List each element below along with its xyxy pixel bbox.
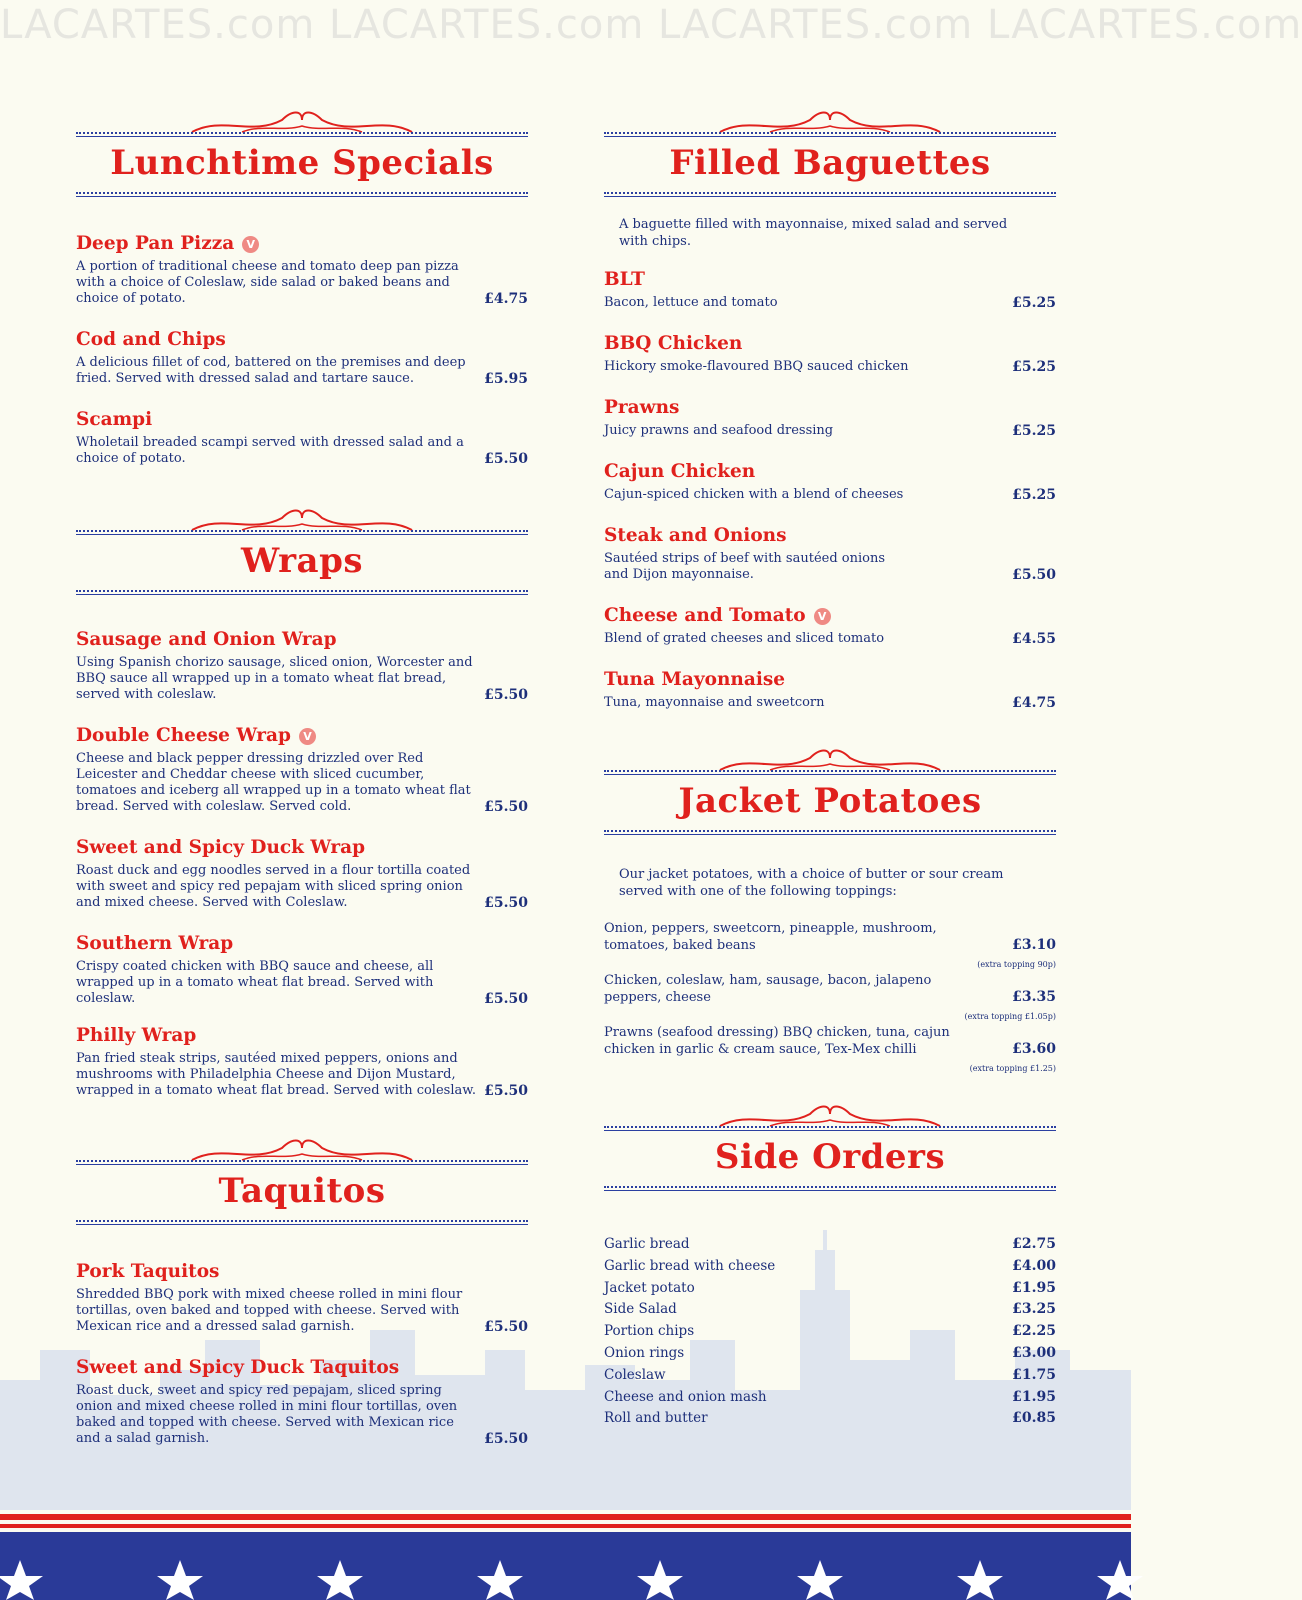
item-name: Cod and Chips — [76, 329, 226, 350]
item-description: A delicious fillet of cod, battered on the premises and deep fried. Served with dressed salad and tartare sauce. — [76, 355, 466, 386]
side-price: £4.00 — [1012, 1257, 1056, 1274]
item-price: £5.25 — [1012, 487, 1056, 503]
item-name: BBQ Chicken — [604, 333, 743, 354]
section-intro: A baguette filled with mayonnaise, mixed salad and served with chips. — [619, 217, 1008, 249]
item-name: Sausage and Onion Wrap — [76, 629, 337, 650]
vegetarian-icon: V — [299, 728, 316, 745]
topping-row — [604, 920, 1056, 969]
section-header — [76, 504, 528, 596]
menu-item — [604, 332, 1056, 375]
menu-item — [76, 628, 528, 703]
item-title: Deep Pan Pizza — [76, 233, 235, 254]
item-price: £5.25 — [1012, 423, 1056, 439]
item-price: £5.50 — [484, 895, 528, 911]
topping-list: Prawns (seafood dressing) BBQ chicken, tuna, cajun chicken in garlic & cream sauce, Tex-Mex chilli — [604, 1025, 950, 1057]
extra-topping-note: (extra topping £1.05p) — [964, 1012, 1056, 1021]
section-filled-baguettes — [604, 106, 1056, 198]
item-name: Steak and Onions — [604, 525, 787, 546]
side-price: £2.25 — [1012, 1323, 1056, 1340]
item-price: £5.50 — [484, 1431, 528, 1447]
section-lunchtime-specials — [76, 106, 528, 198]
section-title: Side Orders — [714, 1137, 946, 1177]
topping-price: £3.35 — [1012, 989, 1056, 1005]
item-price: £5.50 — [484, 451, 528, 467]
watermark: LACARTES.com LACARTES.com LACARTES.com LACARTES.com — [0, 2, 1302, 48]
item-description: Using Spanish chorizo sausage, sliced onion, Worcester and BBQ sauce all wrapped up in a tomato wheat flat bread, served with coleslaw. — [76, 655, 473, 702]
stars-and-stripes-band — [0, 1510, 1131, 1600]
item-name: Scampi — [76, 409, 153, 430]
side-name: Side Salad — [604, 1301, 677, 1318]
item-name — [76, 232, 528, 256]
item-name: Sweet and Spicy Duck Wrap — [76, 837, 366, 858]
menu-item — [604, 460, 1056, 503]
item-price: £5.25 — [1012, 359, 1056, 375]
side-orders-list — [604, 1234, 1056, 1430]
topping-row — [604, 1024, 1056, 1073]
side-name: Coleslaw — [604, 1366, 666, 1383]
section-title: Lunchtime Specials — [110, 143, 494, 183]
side-price: £1.75 — [1012, 1366, 1056, 1383]
item-name: Pork Taquitos — [76, 1261, 220, 1282]
item-name: Prawns — [604, 397, 680, 418]
menu-item — [76, 1024, 528, 1099]
divider — [76, 590, 528, 595]
section-jacket-potatoes — [604, 744, 1056, 836]
list-item — [604, 1234, 1056, 1256]
item-name: Tuna Mayonnaise — [604, 669, 786, 690]
menu-item — [76, 408, 528, 467]
item-description: Cheese and black pepper dressing drizzled over Red Leicester and Cheddar cheese with sliced cucumber, tomatoes and iceberg all wrapped up in a tomato wheat flat bread. Served with coleslaw. Served cold. — [76, 751, 471, 814]
divider — [76, 132, 528, 137]
item-title: Cheese and Tomato — [604, 605, 806, 626]
item-price: £5.50 — [1012, 567, 1056, 583]
divider — [604, 132, 1056, 137]
item-price: £4.75 — [484, 291, 528, 307]
menu-item — [76, 232, 528, 307]
menu-item — [604, 268, 1056, 311]
extra-topping-note: (extra topping 90p) — [977, 960, 1056, 969]
item-description: Blend of grated cheeses and sliced tomato — [604, 631, 885, 646]
section-title: Filled Baguettes — [669, 143, 991, 183]
vegetarian-icon: V — [242, 236, 259, 253]
section-header — [604, 1100, 1056, 1192]
list-item — [604, 1299, 1056, 1321]
item-description: Juicy prawns and seafood dressing — [604, 423, 834, 438]
divider — [76, 530, 528, 535]
item-price: £5.50 — [484, 687, 528, 703]
divider — [604, 830, 1056, 835]
menu-item — [604, 668, 1056, 711]
side-price: £1.95 — [1012, 1279, 1056, 1296]
item-name: Sweet and Spicy Duck Taquitos — [76, 1357, 400, 1378]
topping-list: Onion, peppers, sweetcorn, pineapple, mushroom, tomatoes, baked beans — [604, 921, 937, 953]
list-item — [604, 1278, 1056, 1300]
section-wraps — [76, 504, 528, 596]
topping-price: £3.10 — [1012, 937, 1056, 953]
menu-item — [76, 1356, 528, 1447]
item-description: Hickory smoke-flavoured BBQ sauced chicken — [604, 359, 909, 374]
section-title: Jacket Potatoes — [678, 781, 982, 821]
section-title: Taquitos — [218, 1171, 386, 1211]
section-header — [604, 744, 1056, 836]
item-price: £5.95 — [484, 371, 528, 387]
item-name: Cajun Chicken — [604, 461, 756, 482]
side-price: £1.95 — [1012, 1388, 1056, 1405]
item-name — [76, 724, 528, 748]
item-description: A portion of traditional cheese and tomato deep pan pizza with a choice of Coleslaw, side salad or baked beans and choice of potato. — [76, 259, 459, 306]
item-description: Roast duck, sweet and spicy red pepajam, sliced spring onion and mixed cheese rolled in mini flour tortillas, oven baked and topped with cheese. Served with Mexican rice and a salad garnish. — [76, 1383, 458, 1446]
item-price: £5.50 — [484, 799, 528, 815]
section-header — [76, 106, 528, 198]
item-name: Philly Wrap — [76, 1025, 197, 1046]
menu-item — [76, 724, 528, 815]
section-side-orders — [604, 1100, 1056, 1192]
item-description: Cajun-spiced chicken with a blend of cheeses — [604, 487, 904, 502]
side-price: £3.25 — [1012, 1301, 1056, 1318]
item-description: Crispy coated chicken with BBQ sauce and cheese, all wrapped up in a tomato wheat flat bread. Served with coleslaw. — [76, 959, 434, 1006]
side-price: £2.75 — [1012, 1236, 1056, 1252]
item-description: Shredded BBQ pork with mixed cheese rolled in mini flour tortillas, oven baked and topped with cheese. Served with Mexican rice and a dressed salad garnish. — [76, 1287, 463, 1334]
divider — [76, 1160, 528, 1165]
item-price: £5.50 — [484, 1083, 528, 1099]
side-name: Cheese and onion mash — [604, 1388, 767, 1405]
menu-item — [76, 836, 528, 911]
side-name: Roll and butter — [604, 1410, 708, 1427]
list-item — [604, 1408, 1056, 1430]
section-header — [604, 106, 1056, 198]
menu-item — [76, 1260, 528, 1335]
item-price: £4.55 — [1012, 631, 1056, 647]
item-name: BLT — [604, 269, 645, 290]
item-price: £5.50 — [484, 991, 528, 1007]
side-name: Jacket potato — [604, 1279, 695, 1296]
vegetarian-icon: V — [814, 608, 831, 625]
menu-item — [76, 328, 528, 387]
divider — [604, 1186, 1056, 1191]
side-name: Garlic bread — [604, 1236, 690, 1252]
item-name: Southern Wrap — [76, 933, 234, 954]
item-price: £4.75 — [1012, 695, 1056, 711]
item-description: Bacon, lettuce and tomato — [604, 295, 778, 310]
divider — [76, 192, 528, 197]
item-description: Wholetail breaded scampi served with dressed salad and a choice of potato. — [76, 435, 464, 466]
item-description: Tuna, mayonnaise and sweetcorn — [604, 695, 825, 710]
item-price: £5.25 — [1012, 295, 1056, 311]
list-item — [604, 1321, 1056, 1343]
list-item — [604, 1343, 1056, 1365]
list-item — [604, 1387, 1056, 1409]
menu-item — [604, 524, 1056, 583]
menu-item — [604, 604, 1056, 647]
menu-item — [604, 396, 1056, 439]
menu-item — [76, 932, 528, 1007]
item-title: Double Cheese Wrap — [76, 725, 291, 746]
section-taquitos — [76, 1134, 528, 1226]
divider — [604, 192, 1056, 197]
item-name — [604, 604, 1056, 628]
side-name: Portion chips — [604, 1323, 695, 1340]
section-header — [76, 1134, 528, 1226]
section-title: Wraps — [240, 541, 363, 581]
item-description: Pan fried steak strips, sautéed mixed peppers, onions and mushrooms with Philadelphia Cheese and Dijon Mustard, wrapped in a tomato wheat flat bread. Served with coleslaw. — [76, 1051, 476, 1098]
list-item — [604, 1256, 1056, 1278]
list-item — [604, 1365, 1056, 1387]
item-description: Sautéed strips of beef with sautéed onions and Dijon mayonnaise. — [604, 551, 886, 582]
divider — [604, 770, 1056, 775]
side-price: £0.85 — [1012, 1410, 1056, 1427]
divider — [76, 1220, 528, 1225]
item-price: £5.50 — [484, 1319, 528, 1335]
item-description: Roast duck and egg noodles served in a flour tortilla coated with sweet and spicy red pepajam with sliced spring onion and mixed cheese. Served with Coleslaw. — [76, 863, 471, 910]
topping-list: Chicken, coleslaw, ham, sausage, bacon, jalapeno peppers, cheese — [604, 973, 932, 1005]
divider — [604, 1126, 1056, 1131]
side-name: Onion rings — [604, 1344, 685, 1361]
section-intro: Our jacket potatoes, with a choice of butter or sour cream served with one of the following toppings: — [619, 867, 1004, 899]
side-price: £3.00 — [1012, 1344, 1056, 1361]
extra-topping-note: (extra topping £1.25) — [969, 1064, 1056, 1073]
side-name: Garlic bread with cheese — [604, 1257, 776, 1274]
topping-row — [604, 972, 1056, 1021]
topping-price: £3.60 — [1012, 1041, 1056, 1057]
